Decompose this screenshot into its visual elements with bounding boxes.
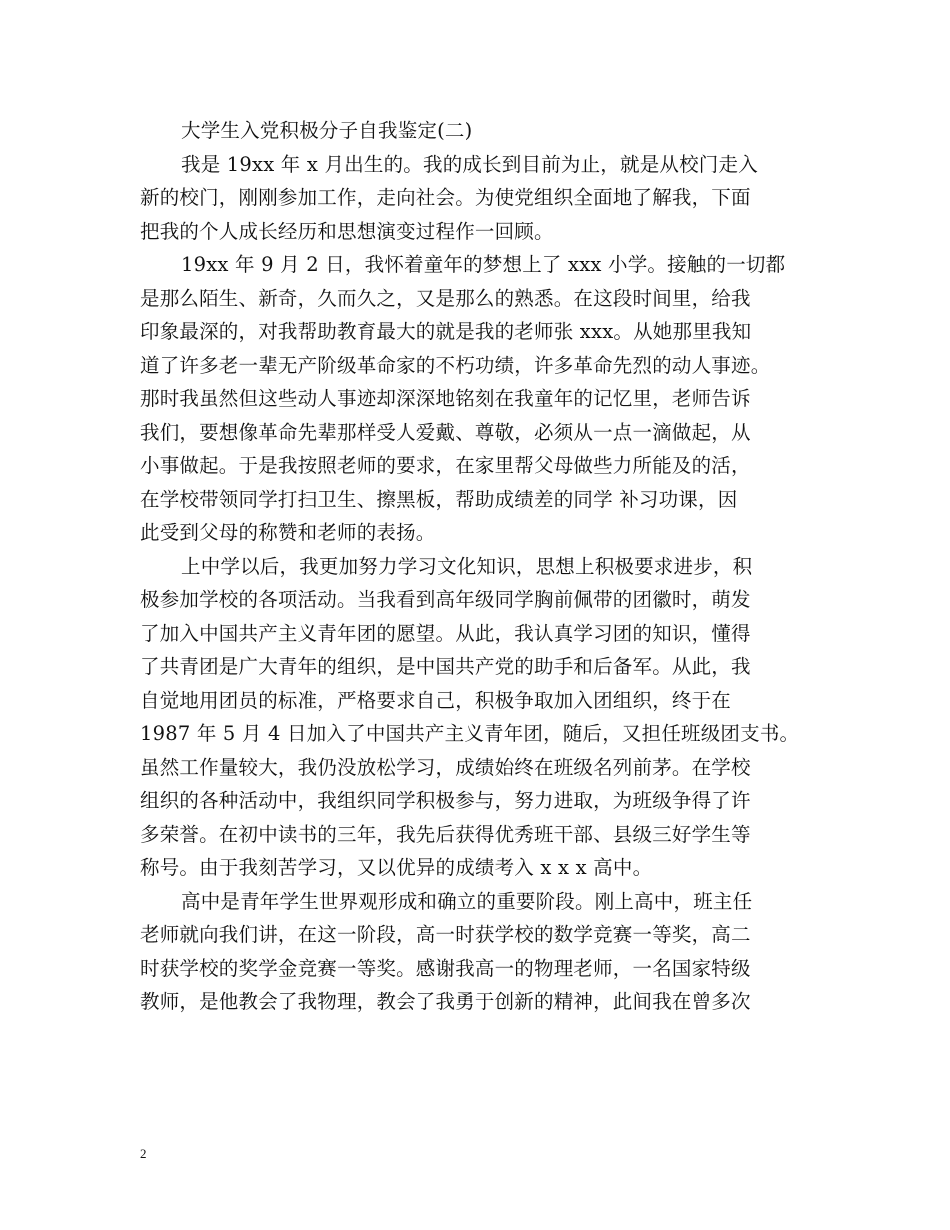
text-line: 我们，要想像革命先辈那样受人爱戴、尊敬，必须从一点一滴做起，从 — [140, 420, 751, 444]
text-line: 虽然工作量较大，我仍没放松学习，成绩始终在班级名列前茅。在学校 — [140, 755, 751, 779]
text-line: 道了许多老一辈无产阶级革命家的不朽功绩，许多革命先烈的动人事迹。 — [140, 353, 771, 377]
text-line: 那时我虽然但这些动人事迹却深深地铭刻在我童年的记忆里，老师告诉 — [140, 387, 751, 410]
text-line: 多荣誉。在初中读书的三年，我先后获得优秀班干部、县级三好学生等 — [140, 822, 751, 846]
text-line: 称号。由于我刻苦学习，又以优异的成绩考入 x x x 高中。 — [140, 856, 653, 879]
text-line: 高中是青年学生世界观形成和确立的重要阶段。刚上高中，班主任 — [181, 889, 753, 913]
text-line: 此受到父母的称赞和老师的表扬。 — [140, 521, 436, 544]
text-line: 1987 年 5 月 4 日加入了中国共产主义青年团，随后，又担任班级团支书。 — [140, 722, 800, 745]
text-line: 是那么陌生、新奇，久而久之，又是那么的熟悉。在这段时间里，给我 — [140, 286, 751, 310]
text-line: 老师就向我们讲，在这一阶段，高一时获学校的数学竞赛一等奖，高二 — [140, 923, 751, 946]
text-line: 小事做起。于是我按照老师的要求，在家里帮父母做些力所能及的活， — [140, 454, 751, 477]
text-line: 把我的个人成长经历和思想演变过程作一回顾。 — [140, 219, 554, 243]
text-line: 19xx 年 9 月 2 日，我怀着童年的梦想上了 xxx 小学。接触的一切都 — [181, 253, 786, 276]
text-line: 时获学校的奖学金竞赛一等奖。感谢我高一的物理老师，一名国家特级 — [140, 956, 751, 980]
text-line: 新的校门，刚刚参加工作，走向社会。为使党组织全面地了解我，下面 — [140, 186, 751, 209]
document-body — [140, 114, 820, 1019]
document-title: 大学生入党积极分子自我鉴定(二) — [181, 119, 473, 142]
text-line: 教师，是他教会了我物理，教会了我勇于创新的精神，此间我在曾多次 — [140, 990, 751, 1013]
text-line: 我是 19xx 年 x 月出生的。我的成长到目前为止，就是从校门走入 — [181, 152, 758, 176]
text-line: 了共青团是广大青年的组织，是中国共产党的助手和后备军。从此，我 — [140, 655, 751, 678]
text-line: 在学校带领同学打扫卫生、擦黑板，帮助成绩差的同学 补习功课，因 — [140, 487, 738, 511]
text-line: 组织的各种活动中，我组织同学积极参与，努力进取，为班级争得了许 — [140, 789, 751, 812]
text-line: 上中学以后，我更加努力学习文化知识，思想上积极要求进步，积 — [181, 554, 753, 578]
text-line: 自觉地用团员的标准，严格要求自己，积极争取加入团组织，终于在 — [140, 688, 732, 712]
text-line: 了加入中国共产主义青年团的愿望。从此，我认真学习团的知识，懂得 — [140, 621, 751, 645]
text-line: 极参加学校的各项活动。当我看到高年级同学胸前佩带的团徽时，萌发 — [140, 588, 751, 611]
page-number: 2 — [140, 1146, 147, 1161]
text-line: 印象最深的，对我帮助教育最大的就是我的老师张 xxx。从她那里我知 — [140, 320, 752, 343]
